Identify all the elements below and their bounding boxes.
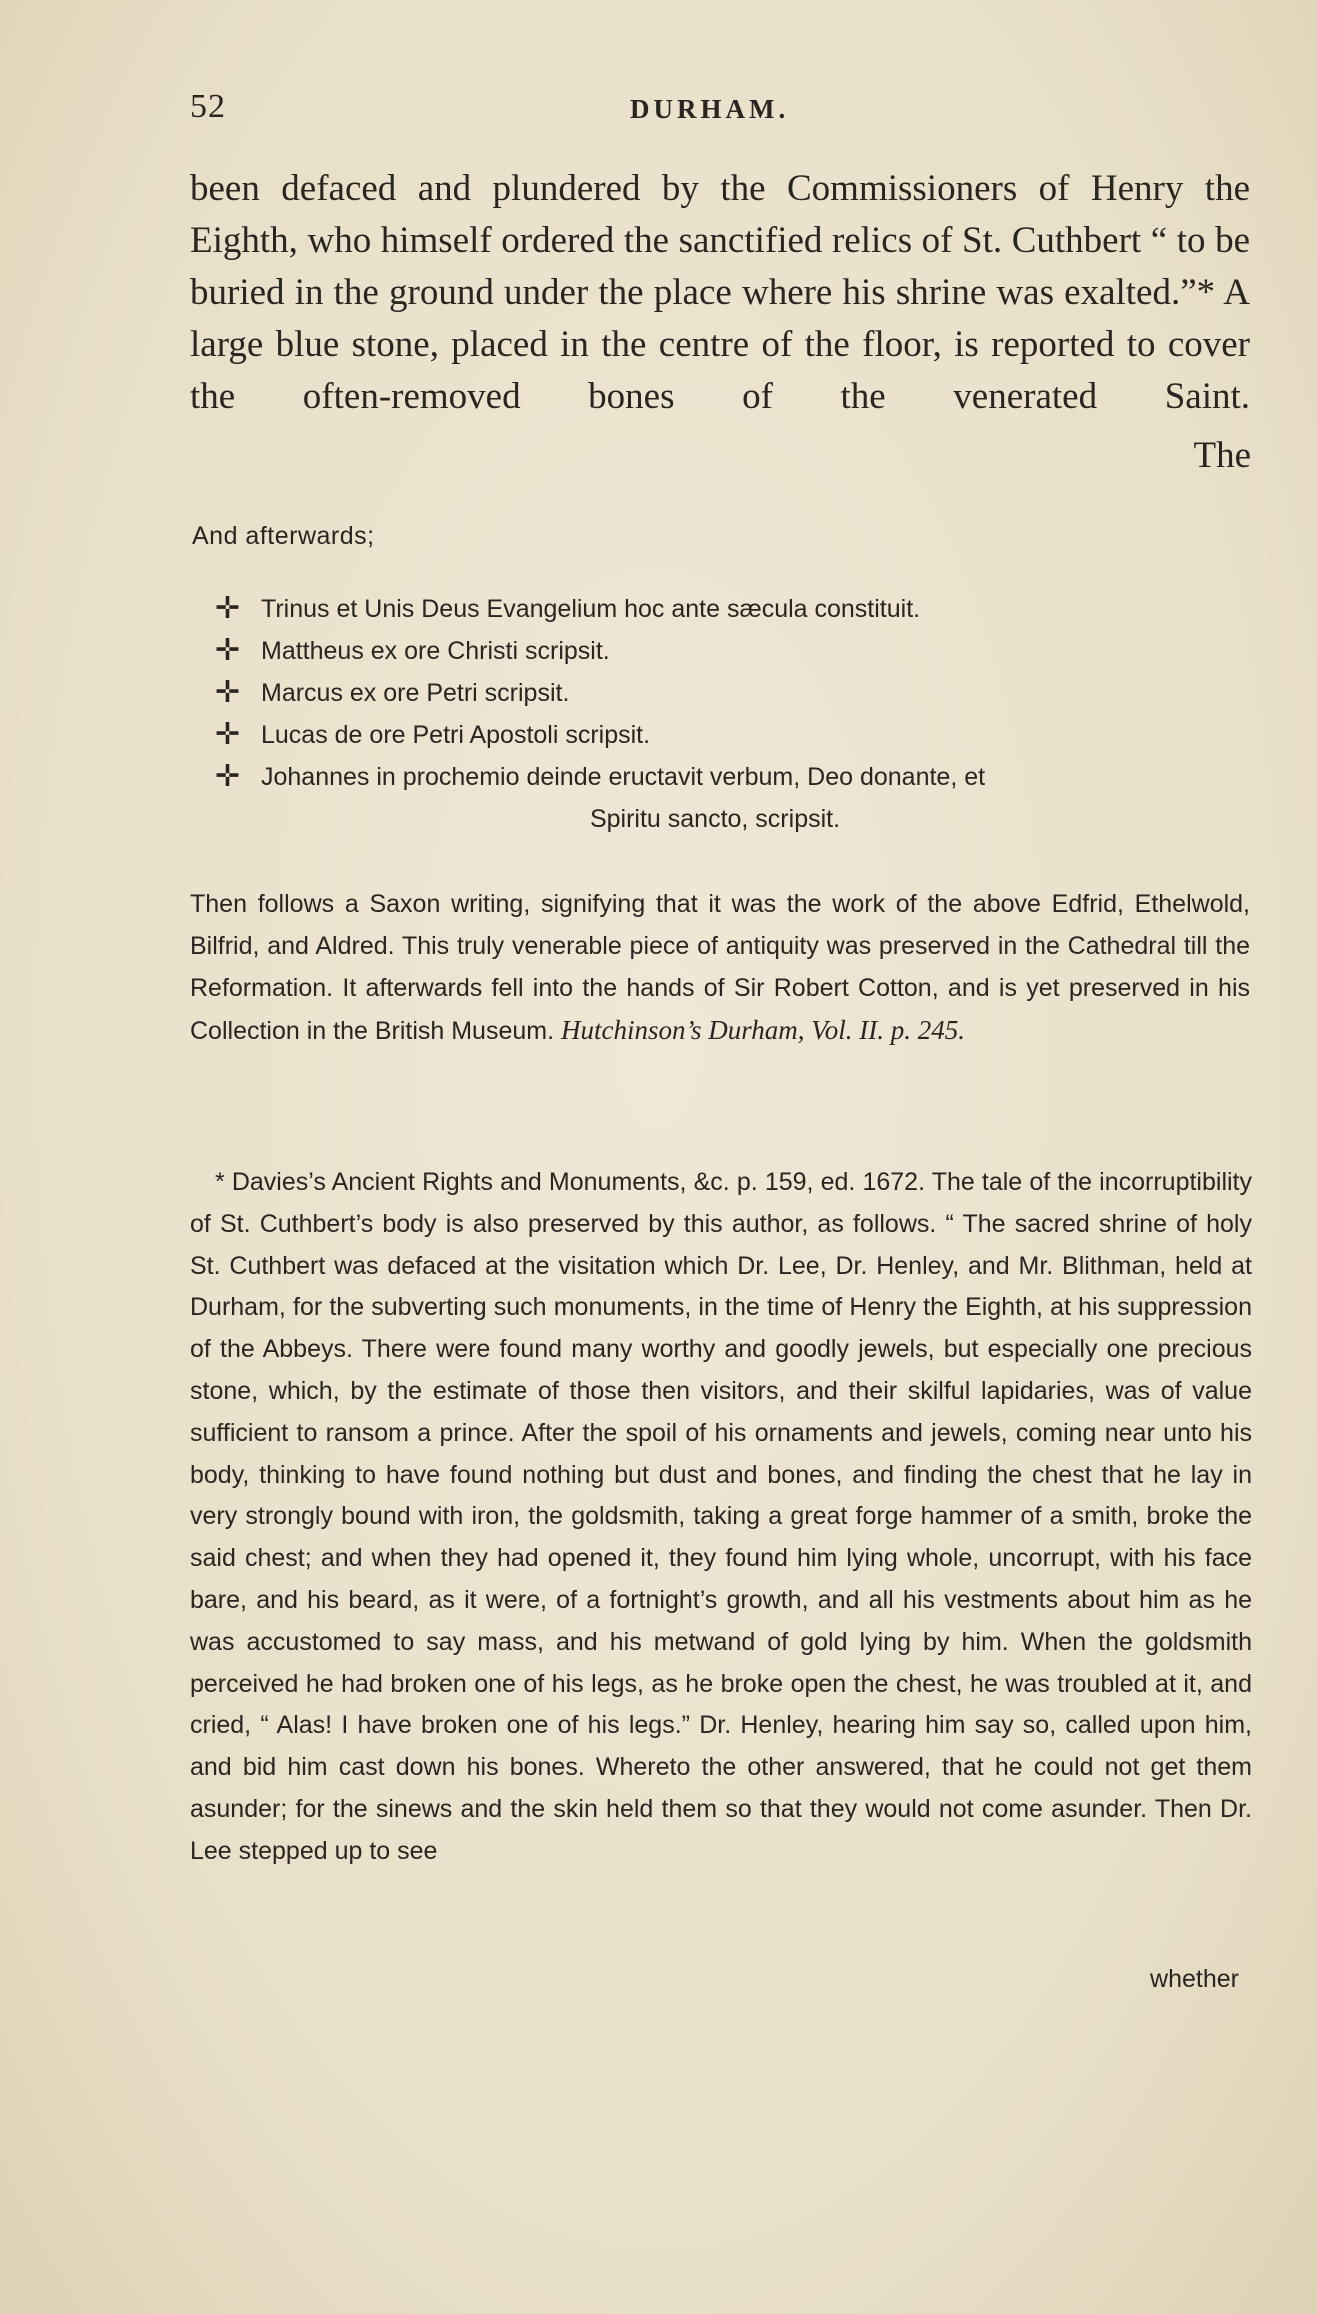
inscription-line — [215, 588, 1215, 630]
inscription-line-text: Lucas de ore Petri Apostoli scripsit. — [261, 721, 651, 749]
main-text — [190, 163, 1250, 423]
inscription-line-text: Mattheus ex ore Christi scripsit. — [261, 637, 610, 665]
inscription-line-text: Trinus et Unis Deus Evangelium hoc ante sæcula constituit. — [261, 595, 921, 623]
cross-icon: ✛ — [215, 592, 241, 625]
page-number: 52 — [190, 88, 226, 125]
footnote-paragraph: * Davies’s Ancient Rights and Monuments, &c. p. 159, ed. 1672. The tale of the incorruptibility of St. Cuthbert’s body is also preserved by this author, as follows. “ The sacred shrine of holy St. Cuthbert was defaced at the visitation which Dr. Lee, Dr. Henley, and Mr. Blithman, held at Durham, for the subverting such monuments, in the time of Henry the Eighth, at his suppression of the Abbeys. There were found many worthy and goodly jewels, but especially one precious stone, which, by the estimate of those then visitors, and their skilful lapidaries, was of value sufficient to ransom a prince. After the spoil of his ornaments and jewels, coming near unto his body, thinking to have found nothing but dust and bones, and finding the chest that he lay in very strongly bound with iron, the goldsmith, taking a great forge hammer of a smith, broke the said chest; and when they had opened it, they found him lying whole, uncorrupt, with his face bare, and his beard, as it were, of a fortnight’s growth, and all his vestments about him as he was accustomed to say mass, and his metwand of gold lying by him. When the goldsmith perceived he had broken one of his legs, as he broke open the chest, he was troubled at it, and cried, “ Alas! I have broken one of his legs.” Dr. Henley, hearing him say so, called upon him, and bid him cast down his bones. Whereto the other answered, that he could not get them asunder; for the sinews and the skin held them so that they would not come asunder. Then Dr. Lee stepped up to see — [190, 1168, 1252, 1865]
main-catchword: The — [1193, 435, 1251, 476]
inscription-line-text: Johannes in prochemio deinde eructavit verbum, Deo donante, et — [261, 763, 986, 791]
inscription-intro: And afterwards; — [192, 522, 375, 550]
cross-icon: ✛ — [215, 634, 241, 667]
inscription-line-continuation: Spiritu sancto, scripsit. — [589, 805, 841, 833]
inscription-line — [215, 756, 1215, 798]
saxon-note-paragraph — [190, 883, 1250, 1052]
running-head — [190, 88, 1255, 128]
cross-icon: ✛ — [215, 718, 241, 751]
inscription-line — [215, 714, 1215, 756]
cross-icon: ✛ — [215, 676, 241, 709]
inscription-list — [215, 588, 1215, 840]
running-title: DURHAM. — [630, 94, 790, 124]
saxon-note — [190, 883, 1250, 1052]
main-paragraph: been defaced and plundered by the Commissioners of Henry the Eighth, who himself ordered the sanctified relics of St. Cuthbert “ to be buried in the ground under the place where his shrine was exalted.”* A large blue stone, placed in the centre of the floor, is reported to cover the often-removed bones of the venerated Saint. — [190, 168, 1250, 417]
citation-reference: Hutchinson’s Durham, Vol. II. p. 245. — [561, 1015, 966, 1045]
inscription-line — [215, 630, 1215, 672]
footnote — [190, 1162, 1252, 1873]
footnote-catchword: whether — [1150, 1965, 1239, 1993]
cross-icon: ✛ — [215, 760, 241, 793]
inscription-line-text: Marcus ex ore Petri scripsit. — [261, 679, 570, 707]
inscription-line — [215, 672, 1215, 714]
saxon-note-text: Then follows a Saxon writing, signifying that it was the work of the above Edfrid, Ethelwold, Bilfrid, and Aldred. This truly venerable piece of antiquity was preserved in the Cathedral till the Reformation. It afterwards fell into the hands of Sir Robert Cotton, and is yet preserved in his Collection in the British Museum. — [190, 890, 1250, 1045]
